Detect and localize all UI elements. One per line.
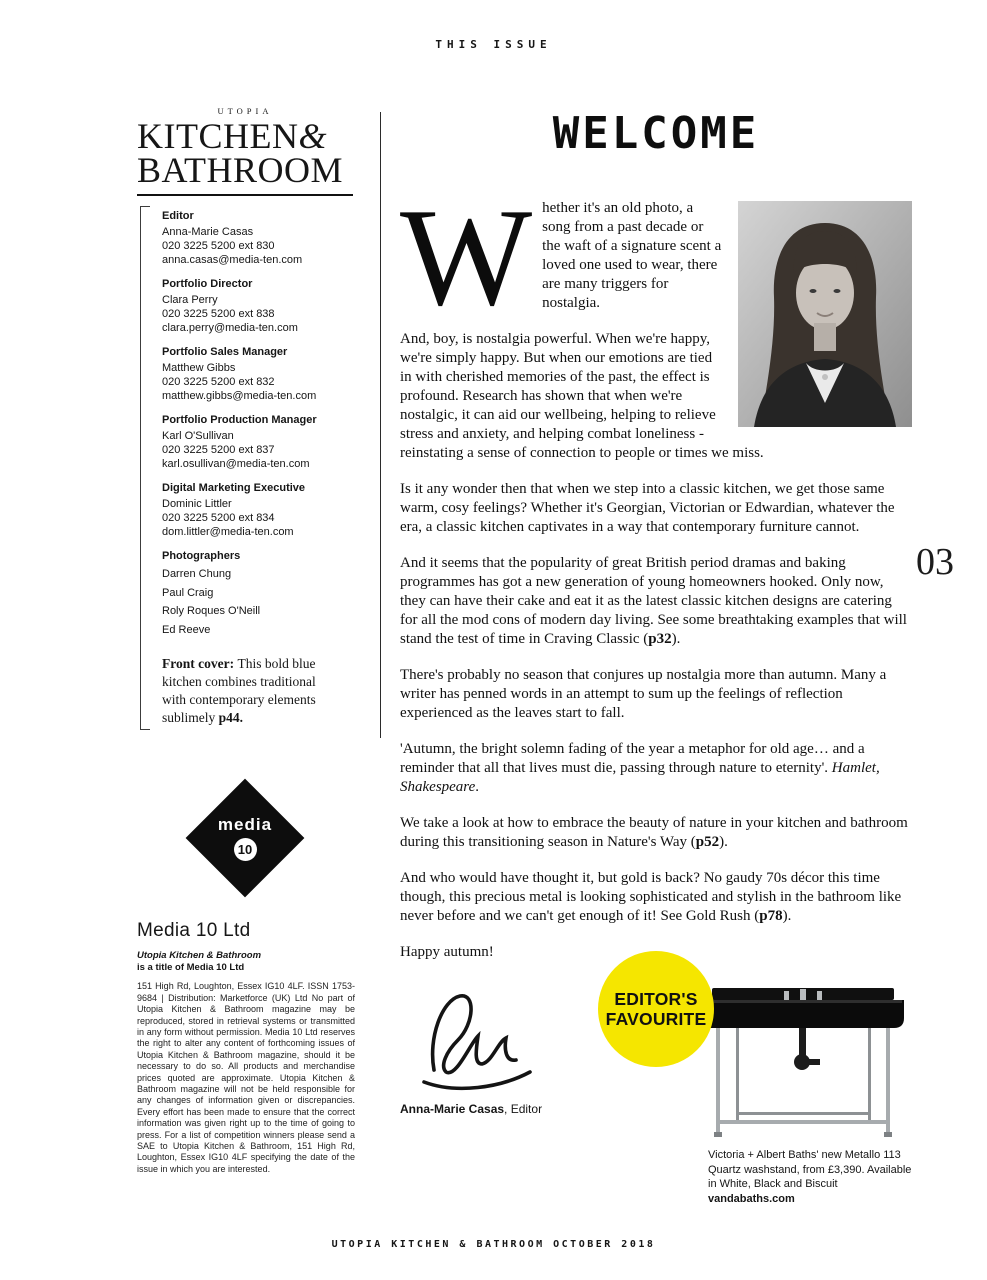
- staff-phone: 020 3225 5200 ext 834: [162, 512, 275, 525]
- editor-portrait-illustration: [738, 201, 912, 427]
- editor-signoff-role: , Editor: [504, 1102, 543, 1116]
- page-ref: p52: [695, 834, 720, 850]
- page-number: 03: [916, 541, 954, 583]
- staff-role: Digital Marketing Executive: [162, 482, 306, 495]
- paragraph: [400, 869, 912, 926]
- product-caption-website: vandabaths.com: [708, 1192, 795, 1205]
- staff-name: Clara Perry: [162, 294, 218, 307]
- staff-entry-digital-marketing: [162, 481, 353, 539]
- editor-signoff: [400, 1102, 542, 1116]
- editors-favourite-line2: FAVOURITE: [605, 1009, 707, 1029]
- masthead-ampersand: &: [298, 116, 327, 156]
- staff-phone: 020 3225 5200 ext 838: [162, 308, 275, 321]
- paragraph: And, boy, is nostalgia powerful. When we're happy, we're simply happy. But when our emotions are tied in with cherished memories of the past, the effect is profound. Research has shown that when we're nostalgic, it can aid our wellbeing, helping to relieve stress and anxiety, and helping combat loneliness -reinstating a sense of connection to people or times we miss.: [400, 331, 764, 461]
- column-divider: [380, 112, 381, 738]
- paragraph-text: And it seems that the popularity of great British period dramas and baking programmes has got a new generation of young homeowners hooked. Only now, they can have their cake and eat it as the latest classic kitchen designs are catering for all the mod cons of modern day living. See some breathtaking examples that will stand the test of time in Craving Classic (: [400, 555, 907, 647]
- masthead-title-line1: [137, 116, 353, 156]
- media10-logo-inner: [203, 796, 287, 880]
- dropcap: W: [400, 180, 533, 335]
- staff-email: clara.perry@media-ten.com: [162, 322, 298, 335]
- staff-email: karl.osullivan@media-ten.com: [162, 458, 310, 471]
- front-cover-text: This bold blue kitchen combines traditional with contemporary elements sublimely: [162, 656, 316, 726]
- photographer-name: Ed Reeve: [162, 623, 211, 636]
- paragraph-text: We take a look at how to embrace the beauty of nature in your kitchen and bathroom during this transitioning season in Nature's Way (: [400, 815, 908, 850]
- quote-text: 'Autumn, the bright solemn fading of the year a metaphor for old age… and a reminder that all that lives must die, passing through nature to eternity'.: [400, 741, 865, 776]
- product-caption-text: Victoria + Albert Baths' new Metallo 113 Quartz washstand, from £3,390. Available in White, Black and Biscuit: [708, 1149, 912, 1190]
- editors-favourite-badge: [598, 951, 714, 1067]
- editor-signoff-name: Anna-Marie Casas: [400, 1102, 505, 1116]
- quote-paragraph: [400, 740, 912, 797]
- editors-favourite-line1: EDITOR'S: [614, 988, 698, 1009]
- photographer-name: Darren Chung: [162, 568, 232, 581]
- media10-logo-number: 10: [234, 838, 257, 861]
- intro-paragraph: hether it's an old photo, a song from a past decade or the waft of a signature scent a loved one used to wear, there are many triggers for nostalgia.: [542, 200, 722, 311]
- photographer-name: Paul Craig: [162, 586, 214, 599]
- masthead-kitchen: KITCHEN: [137, 116, 299, 156]
- title-ownership-title: Utopia Kitchen & Bathroom: [137, 950, 262, 962]
- legal-fine-print: 151 High Rd, Loughton, Essex IG10 4LF. ISSN 1753-9684 | Distribution: Marketforce (UK) Ltd No part of Utopia Kitchen & Bathroom magazine may be reproduced, stored in retrieval systems or transmitted in any form without permission. Media 10 Ltd reserves the right to alter any content of forthcoming issues of Utopia Kitchen & Bathroom magazine, should it be necessary to do so. All products and merchandise prices quoted are approximate. Utopia Kitchen & Bathroom magazine will not be held responsible for any changes of information given or discrepancies. Every effort has been made to ensure that the correct information was given right up to the time of going to press. For a list of competition winners please send a SAE to Utopia Kitchen & Bathroom, 151 High Rd, Loughton, Essex IG10 4LF specifying the date of the issue in which you are interested.: [137, 981, 355, 1174]
- staff-phone: 020 3225 5200 ext 837: [162, 444, 275, 457]
- staff-entry-production-manager: [162, 413, 353, 471]
- paragraph: There's probably no season that conjures up nostalgia more than autumn. Many a writer has penned words in an attempt to sum up the feelings of reflection experienced as the leaves start to fall.: [400, 667, 887, 721]
- staff-name: Anna-Marie Casas: [162, 226, 254, 239]
- staff-phone: 020 3225 5200 ext 830: [162, 240, 275, 253]
- staff-email: dom.littler@media-ten.com: [162, 526, 294, 539]
- masthead-rule: [137, 194, 353, 196]
- masthead-bathroom: BATHROOM: [137, 150, 344, 191]
- paragraph: [400, 554, 912, 649]
- closing-line: Happy autumn!: [400, 944, 494, 960]
- editor-signature: [416, 980, 536, 1098]
- paragraph: [400, 814, 912, 852]
- masthead: [137, 106, 353, 196]
- staff-name: Karl O'Sullivan: [162, 430, 234, 443]
- title-ownership-note: [137, 950, 353, 973]
- editorial-text: [400, 180, 912, 962]
- quote-attribution: Hamlet, Shakespeare: [400, 760, 880, 795]
- staff-role: Editor: [162, 210, 194, 223]
- section-label: THIS ISSUE: [435, 38, 552, 51]
- title-ownership-rest: is a title of Media 10 Ltd: [137, 961, 245, 973]
- quote-text: .: [475, 779, 479, 795]
- paragraph-text: ).: [719, 834, 728, 850]
- publisher-name: Media 10 Ltd: [137, 920, 251, 942]
- staff-entry-photographers: [162, 549, 353, 639]
- paragraph-text: ).: [671, 631, 681, 647]
- front-cover-note: [162, 655, 342, 727]
- welcome-column: [400, 108, 912, 979]
- front-cover-label: Front cover:: [162, 656, 238, 672]
- paragraph-text: ).: [782, 908, 792, 924]
- page-ref: p78: [759, 908, 783, 924]
- staff-role: Portfolio Sales Manager: [162, 346, 288, 359]
- staff-list: [137, 206, 353, 730]
- staff-entry-sales-manager: [162, 345, 353, 403]
- masthead-overline: UTOPIA: [217, 106, 273, 116]
- photographer-name: Roly Roques O'Neill: [162, 605, 261, 618]
- page-title: WELCOME: [552, 108, 760, 159]
- page-footer: UTOPIA KITCHEN & BATHROOM OCTOBER 2018: [331, 1239, 656, 1250]
- editor-portrait-photo: [738, 201, 912, 427]
- paragraph: Is it any wonder then that when we step into a classic kitchen, we get those same warm, cosy feelings? Whether it's Georgian, Victorian or Edwardian, whatever the era, a classic kitchen captivates in a way that contemporary furniture cannot.: [400, 481, 895, 535]
- staff-name: Matthew Gibbs: [162, 362, 236, 375]
- paragraph-text: And who would have thought it, but gold is back? No gaudy 70s décor this time though, this precious metal is looking sophisticated and stylish in the bathroom like never before and we can't get enough of it! See Gold Rush (: [400, 870, 902, 924]
- staff-email: matthew.gibbs@media-ten.com: [162, 390, 317, 403]
- staff-name: Dominic Littler: [162, 498, 232, 511]
- media10-logo-wordmark: media: [217, 815, 273, 835]
- staff-entry-editor: [162, 209, 353, 267]
- page-ref: p32: [648, 631, 672, 647]
- staff-role: Photographers: [162, 550, 241, 563]
- media10-logo: [186, 779, 305, 898]
- masthead-column: [137, 106, 353, 1175]
- product-caption: [708, 1148, 922, 1206]
- front-cover-page-ref: p44.: [218, 710, 244, 726]
- staff-email: anna.casas@media-ten.com: [162, 254, 303, 267]
- staff-phone: 020 3225 5200 ext 832: [162, 376, 275, 389]
- staff-role: Portfolio Director: [162, 278, 253, 291]
- staff-role: Portfolio Production Manager: [162, 414, 317, 427]
- staff-entry-portfolio-director: [162, 277, 353, 335]
